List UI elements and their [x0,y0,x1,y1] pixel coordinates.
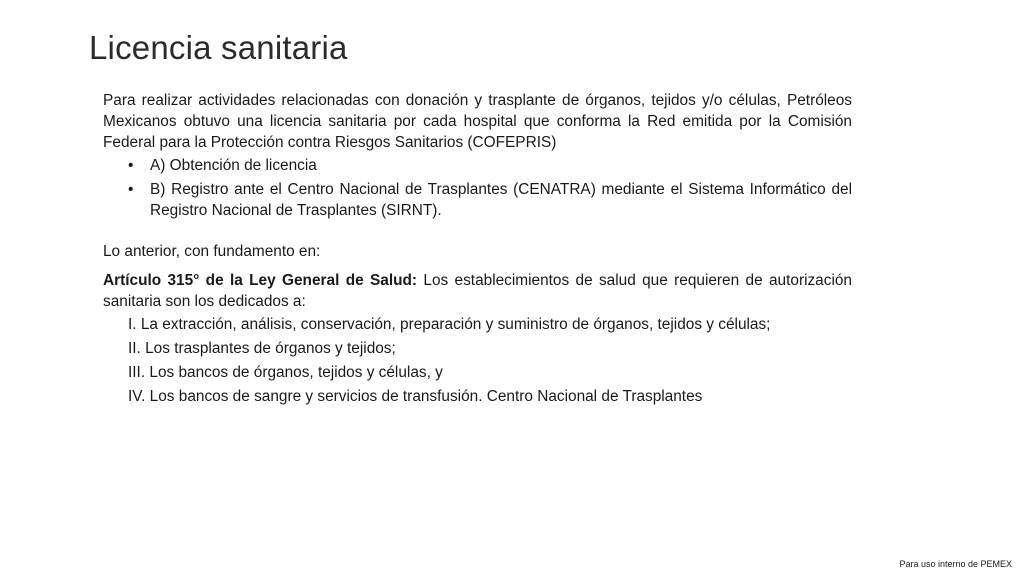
lead-text: Lo anterior, con fundamento en: [103,243,321,260]
bullet-list [103,155,852,221]
bullet-text: B) Registro ante el Centro Nacional de Trasplantes (CENATRA) mediante el Sistema Informático del Registro Nacional de Trasplantes (SIRNT). [150,181,852,219]
article-paragraph [103,270,852,312]
article-item: IV. Los bancos de sangre y servicios de transfusión. Centro Nacional de Trasplantes [128,388,703,405]
intro-paragraph: Para realizar actividades relacionadas con donación y trasplante de órganos, tejidos y/o células, Petróleos Mexicanos obtuvo una licencia sanitaria por cada hospital que conforma la Red emitida por la Comisión Federal para la Protección contra Riesgos Sanitarios (COFEPRIS) [103,92,852,151]
bullet-text: A) Obtención de licencia [150,157,317,174]
bullet-item [103,179,852,221]
article-item: III. Los bancos de órganos, tejidos y células, y [128,364,443,381]
slide-content [103,90,852,410]
spacer [103,224,852,241]
bullet-item [103,155,852,176]
article-items [103,314,852,407]
article-item: II. Los trasplantes de órganos y tejidos; [128,340,396,357]
footer-note: Para uso interno de PEMEX [899,559,1012,569]
bullet-dot-icon: • [128,157,134,174]
article-item: I. La extracción, análisis, conservación, preparación y suministro de órganos, tejidos y células; [128,316,771,333]
article-heading: Artículo 315° de la Ley General de Salud: [103,272,418,289]
slide-title: Licencia sanitaria [89,29,348,66]
article-body: Los establecimientos de salud que requieren de autorización sanitaria son los dedicados a: [103,272,852,310]
bullet-dot-icon: • [128,181,134,198]
